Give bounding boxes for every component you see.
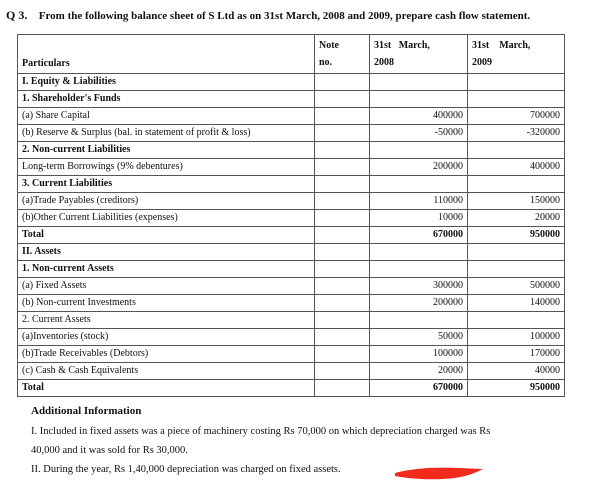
header-2009-line2: 2009 bbox=[472, 57, 492, 68]
row-value-2008: 670000 bbox=[370, 380, 468, 397]
row-value-2009: 40000 bbox=[468, 363, 565, 380]
row-value-2009: 700000 bbox=[468, 108, 565, 125]
row-note bbox=[315, 125, 370, 142]
row-label: 3. Current Liabilities bbox=[18, 176, 315, 193]
row-value-2008 bbox=[370, 261, 468, 278]
row-note bbox=[315, 227, 370, 244]
header-2008-line1: 31st March, bbox=[374, 40, 430, 51]
row-label: Total bbox=[18, 227, 315, 244]
header-note bbox=[315, 35, 370, 74]
row-value-2008: 50000 bbox=[370, 329, 468, 346]
red-scribble bbox=[395, 468, 483, 480]
row-note bbox=[315, 210, 370, 227]
table-row bbox=[18, 363, 565, 380]
row-label: Long-term Borrowings (9% debentures) bbox=[18, 159, 315, 176]
row-value-2009: 140000 bbox=[468, 295, 565, 312]
row-value-2009: 150000 bbox=[468, 193, 565, 210]
row-label: (b)Trade Receivables (Debtors) bbox=[18, 346, 315, 363]
red-highlight-mark bbox=[393, 464, 485, 480]
header-note-line2: no. bbox=[319, 57, 333, 68]
table-row bbox=[18, 329, 565, 346]
table-row bbox=[18, 244, 565, 261]
row-label: (a)Trade Payables (creditors) bbox=[18, 193, 315, 210]
additional-line: II. During the year, Rs 1,40,000 depreciation was charged on fixed assets. bbox=[31, 464, 341, 475]
balance-sheet-table bbox=[17, 34, 565, 397]
additional-title: Additional Information bbox=[31, 405, 142, 417]
table-row bbox=[18, 176, 565, 193]
row-value-2008: 110000 bbox=[370, 193, 468, 210]
table-row bbox=[18, 210, 565, 227]
row-label: (b) Non-current Investments bbox=[18, 295, 315, 312]
additional-line: I. Included in fixed assets was a piece of machinery costing Rs 70,000 on which depreciation charged was Rs bbox=[31, 426, 491, 437]
row-value-2009: 20000 bbox=[468, 210, 565, 227]
row-label: 1. Non-current Assets bbox=[18, 261, 315, 278]
row-note bbox=[315, 329, 370, 346]
row-value-2008: 400000 bbox=[370, 108, 468, 125]
row-value-2009: 100000 bbox=[468, 329, 565, 346]
row-label: (b)Other Current Liabilities (expenses) bbox=[18, 210, 315, 227]
row-label: 2. Current Assets bbox=[18, 312, 315, 329]
row-value-2009: 170000 bbox=[468, 346, 565, 363]
row-value-2009 bbox=[468, 176, 565, 193]
row-value-2009 bbox=[468, 74, 565, 91]
table-row bbox=[18, 278, 565, 295]
row-note bbox=[315, 363, 370, 380]
row-note bbox=[315, 295, 370, 312]
row-label: (a) Share Capital bbox=[18, 108, 315, 125]
header-particulars: Particulars bbox=[18, 35, 315, 74]
row-value-2009 bbox=[468, 261, 565, 278]
row-value-2009: 500000 bbox=[468, 278, 565, 295]
row-label: I. Equity & Liabilities bbox=[18, 74, 315, 91]
header-2008-line2: 2008 bbox=[374, 57, 394, 68]
row-note bbox=[315, 380, 370, 397]
row-note bbox=[315, 346, 370, 363]
row-value-2009 bbox=[468, 244, 565, 261]
row-value-2008: 200000 bbox=[370, 159, 468, 176]
row-value-2009: -320000 bbox=[468, 125, 565, 142]
table-row bbox=[18, 125, 565, 142]
header-note-line1: Note bbox=[319, 40, 339, 51]
row-value-2008 bbox=[370, 74, 468, 91]
row-note bbox=[315, 193, 370, 210]
row-value-2008 bbox=[370, 312, 468, 329]
table-header-row bbox=[18, 35, 565, 74]
table-row bbox=[18, 108, 565, 125]
question-text: From the following balance sheet of S Ltd as on 31st March, 2008 and 2009, prepare cash flow statement. bbox=[38, 10, 531, 22]
additional-line: 40,000 and it was sold for Rs 30,000. bbox=[31, 445, 188, 456]
row-note bbox=[315, 74, 370, 91]
question-number: Q 3. bbox=[6, 8, 28, 22]
table-row bbox=[18, 312, 565, 329]
header-2008 bbox=[370, 35, 468, 74]
row-note bbox=[315, 278, 370, 295]
row-label: (b) Reserve & Surplus (bal. in statement of profit & loss) bbox=[18, 125, 315, 142]
table-row bbox=[18, 193, 565, 210]
question-heading bbox=[6, 8, 530, 23]
row-value-2008 bbox=[370, 244, 468, 261]
table-row bbox=[18, 380, 565, 397]
row-value-2008: 20000 bbox=[370, 363, 468, 380]
row-label: 2. Non-current Liabilities bbox=[18, 142, 315, 159]
row-value-2008 bbox=[370, 91, 468, 108]
row-value-2008: 200000 bbox=[370, 295, 468, 312]
row-note bbox=[315, 108, 370, 125]
row-value-2008: 10000 bbox=[370, 210, 468, 227]
row-value-2008 bbox=[370, 176, 468, 193]
row-value-2009: 400000 bbox=[468, 159, 565, 176]
row-note bbox=[315, 312, 370, 329]
row-note bbox=[315, 261, 370, 278]
table-row bbox=[18, 346, 565, 363]
table-row bbox=[18, 261, 565, 278]
row-label: (a) Fixed Assets bbox=[18, 278, 315, 295]
table-row bbox=[18, 159, 565, 176]
row-note bbox=[315, 142, 370, 159]
row-note bbox=[315, 244, 370, 261]
header-2009-line1: 31st March, bbox=[472, 40, 531, 51]
row-value-2008: 100000 bbox=[370, 346, 468, 363]
table-row bbox=[18, 142, 565, 159]
row-note bbox=[315, 91, 370, 108]
table-row bbox=[18, 74, 565, 91]
row-label: II. Assets bbox=[18, 244, 315, 261]
table-row bbox=[18, 227, 565, 244]
row-value-2009: 950000 bbox=[468, 380, 565, 397]
row-label: Total bbox=[18, 380, 315, 397]
table-row bbox=[18, 295, 565, 312]
table-row bbox=[18, 91, 565, 108]
header-2009 bbox=[468, 35, 565, 74]
row-note bbox=[315, 159, 370, 176]
row-label: 1. Shareholder's Funds bbox=[18, 91, 315, 108]
row-value-2008: 670000 bbox=[370, 227, 468, 244]
row-label: (c) Cash & Cash Equivalents bbox=[18, 363, 315, 380]
row-value-2009 bbox=[468, 312, 565, 329]
row-value-2009 bbox=[468, 91, 565, 108]
row-value-2008: -50000 bbox=[370, 125, 468, 142]
row-value-2008 bbox=[370, 142, 468, 159]
row-note bbox=[315, 176, 370, 193]
row-value-2009 bbox=[468, 142, 565, 159]
row-label: (a)Inventories (stock) bbox=[18, 329, 315, 346]
row-value-2008: 300000 bbox=[370, 278, 468, 295]
row-value-2009: 950000 bbox=[468, 227, 565, 244]
